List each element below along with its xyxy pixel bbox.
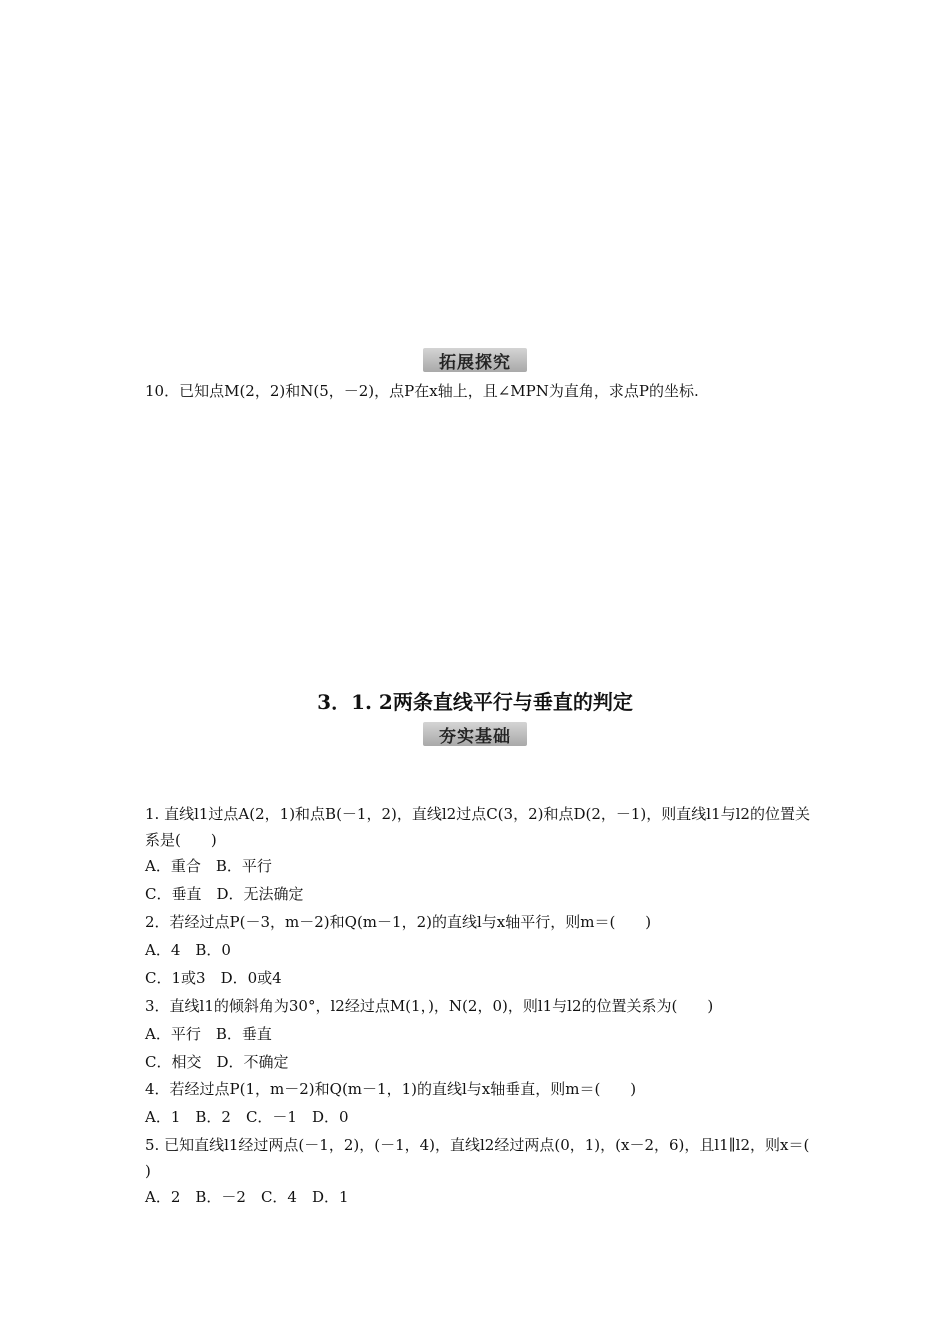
question-2-options-cd: C．1或3 D．0或4 <box>145 969 282 987</box>
question-2-stem: 2．若经过点P(－3，m－2)和Q(m－1，2)的直线l与x轴平行，则m＝( ) <box>145 913 652 931</box>
question-1-stem-cont: 系是( ) <box>145 831 217 849</box>
question-5-stem-cont: ) <box>145 1162 151 1180</box>
question-5-stem: 5. 已知直线l1经过两点(－1，2)，(－1，4)，直线l2经过两点(0，1)，(x－2，6)，且l1∥l2，则x＝( <box>145 1136 810 1154</box>
question-3-options-ab: A．平行 B．垂直 <box>145 1025 272 1043</box>
question-3-stem: 3．直线l1的倾斜角为30°，l2经过点M(1，)，N(2，0)，则l1与l2的位置关系为( ) <box>145 997 714 1015</box>
question-1-options-ab: A．重合 B．平行 <box>145 857 272 875</box>
question-5-options: A．2 B．－2 C．4 D．1 <box>145 1188 349 1206</box>
section-badge-foundation: 夯实基础 <box>423 722 527 746</box>
question-1-stem: 1. 直线l1过点A(2，1)和点B(－1，2)，直线l2过点C(3，2)和点D(2，－1)，则直线l1与l2的位置关 <box>145 805 810 823</box>
question-4-options: A．1 B．2 C．－1 D．0 <box>145 1108 349 1126</box>
section-title: 3．1. 2两条直线平行与垂直的判定 <box>317 690 633 714</box>
question-4-stem: 4．若经过点P(1，m－2)和Q(m－1，1)的直线l与x轴垂直，则m＝( ) <box>145 1080 637 1098</box>
question-1-options-cd: C．垂直 D．无法确定 <box>145 885 304 903</box>
question-2-options-ab: A．4 B．0 <box>145 941 231 959</box>
question-10: 10．已知点M(2，2)和N(5，－2)，点P在x轴上，且∠MPN为直角，求点P的坐标. <box>145 382 699 400</box>
section-badge-extension: 拓展探究 <box>423 348 527 372</box>
question-3-options-cd: C．相交 D．不确定 <box>145 1053 289 1071</box>
